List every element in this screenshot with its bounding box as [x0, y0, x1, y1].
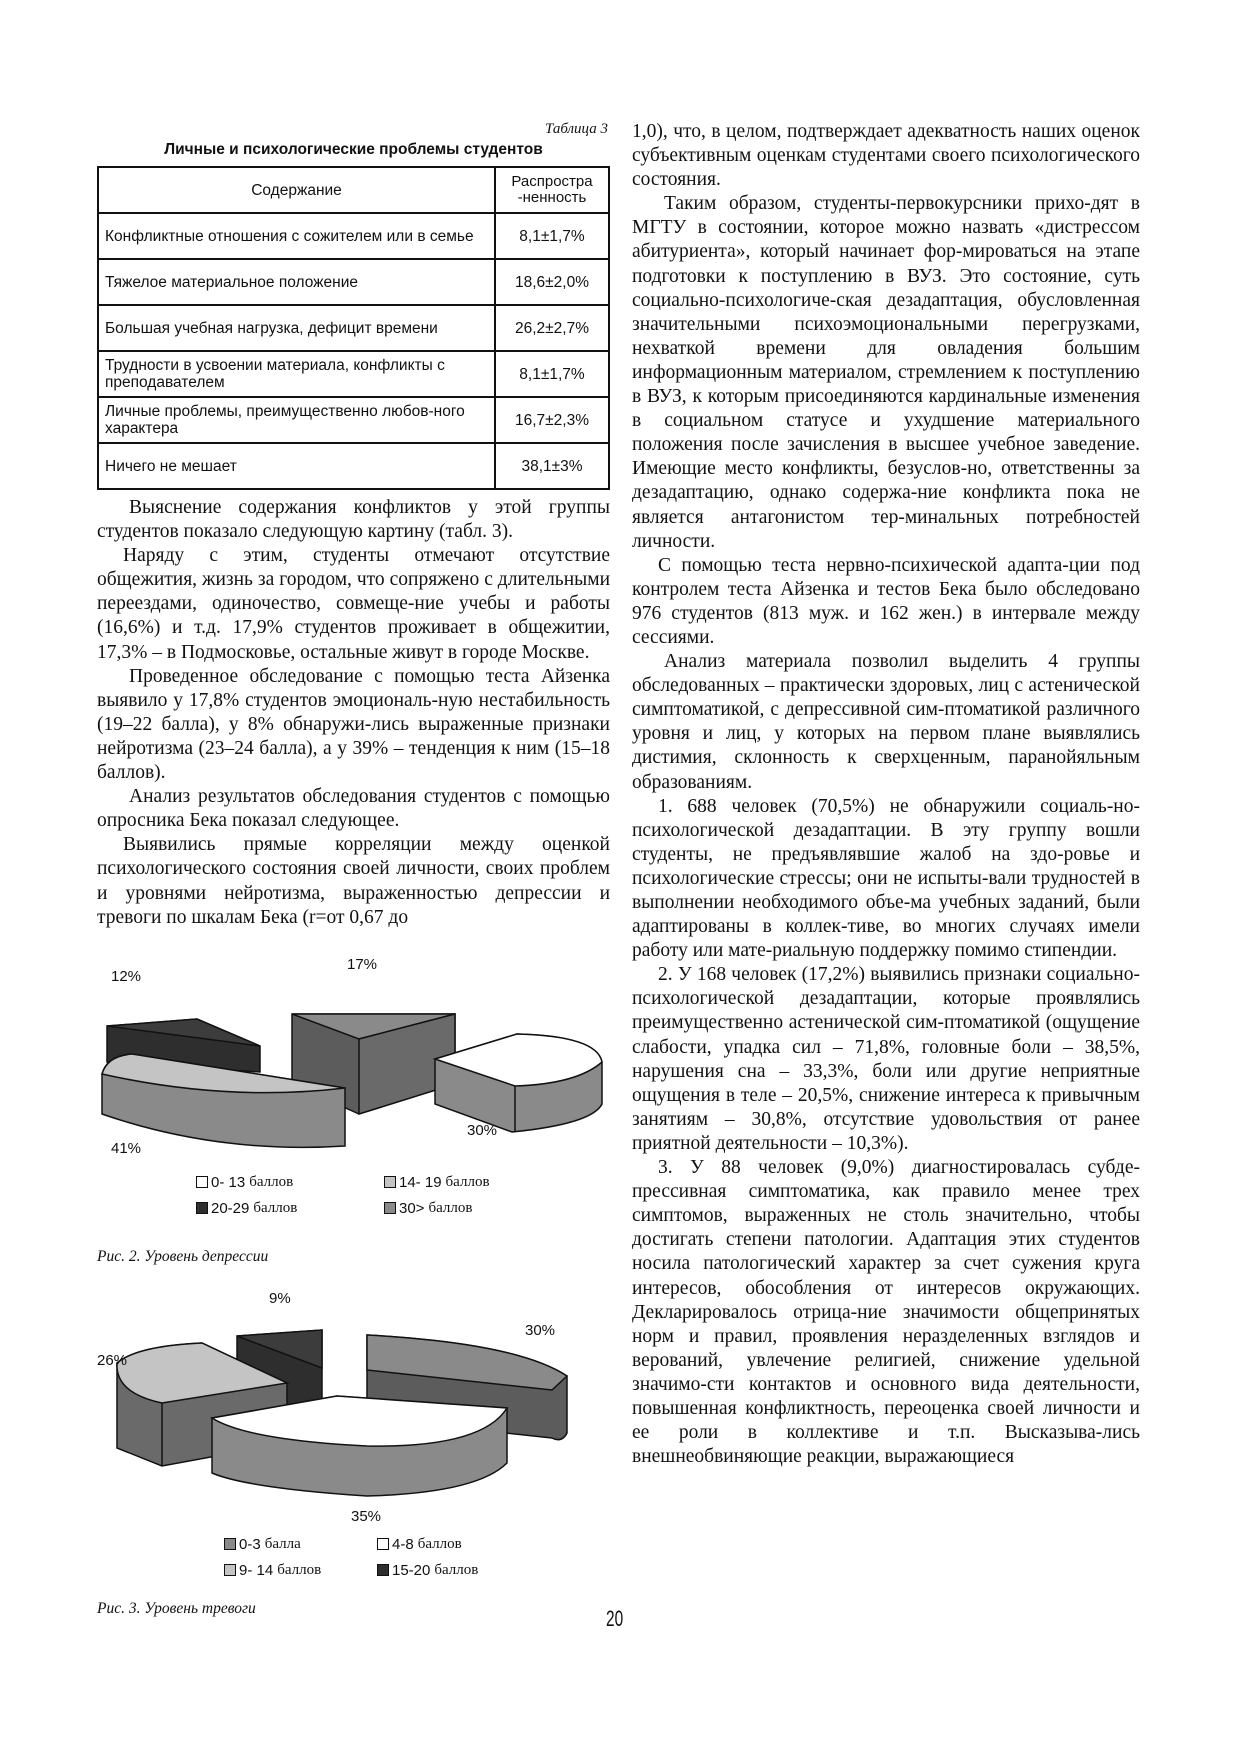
paragraph: Анализ материала позволил выделить 4 группы обследованных – практически здоровых, лиц с астенической симптоматикой, с депрессивной сим-птоматикой различного уровня и лиц, у которых на первом плане выявлялись дистимия, склонность к сверхценным, паранойяльным образованиям.	[632, 651, 1140, 793]
pie-label-9-14: 26%	[97, 1351, 128, 1369]
page-number: 20	[606, 1606, 624, 1631]
paragraph: 1. 688 человек (70,5%) не обнаружили социаль-но-психологической дезадаптации. В эту группу вошли студенты, не предъявлявшие жалоб на здо-ровье и психологические стрессы; они не испыты-вали трудностей в выполнении необходимого объе-ма учебных заданий, были адаптированы в коллек-тиве, во многих случаях имели работу или мате-риальную поддержку помимо стипендии.	[632, 795, 1140, 962]
depression-pie-chart	[97, 955, 610, 1224]
legend-item	[377, 1562, 478, 1579]
chart-legend	[97, 1174, 610, 1224]
anxiety-pie-chart	[97, 1289, 610, 1588]
table-row	[98, 305, 609, 351]
legend-range: 0- 13	[211, 1173, 246, 1191]
cell-content: Большая учебная нагрузка, дефицит времени	[98, 305, 495, 351]
left-column	[97, 120, 610, 1618]
pie-slice-4-8	[212, 1396, 507, 1496]
table-header-row	[98, 167, 609, 213]
paragraph: 1,0), что, в целом, подтверждает адекватность наших оценок субъективным оценкам студентами своего психологического состояния.	[632, 121, 1140, 191]
legend-item	[384, 1200, 472, 1217]
figure-2-caption: Рис. 2. Уровень депрессии	[97, 1247, 269, 1265]
pie-label-30-plus: 17%	[347, 955, 378, 973]
legend-item	[377, 1536, 462, 1553]
legend-unit: баллов	[249, 1173, 294, 1190]
legend-swatch	[384, 1202, 396, 1214]
pie-label-14-19: 41%	[111, 1139, 142, 1157]
header-content: Содержание	[98, 167, 495, 213]
legend-swatch	[384, 1176, 396, 1188]
legend-range: 9- 14	[239, 1561, 274, 1579]
pie-label-4-8: 35%	[351, 1507, 382, 1525]
cell-content: Ничего не мешает	[98, 443, 495, 489]
cell-prevalence: 26,2±2,7%	[495, 305, 609, 351]
pie-label-20-29: 12%	[111, 967, 142, 985]
cell-prevalence: 8,1±1,7%	[495, 213, 609, 259]
cell-prevalence: 8,1±1,7%	[495, 351, 609, 397]
legend-swatch	[377, 1538, 389, 1550]
table-row	[98, 397, 609, 443]
cell-content: Конфликтные отношения с сожителем или в семье	[98, 213, 495, 259]
legend-unit: баллов	[277, 1561, 322, 1578]
legend-range: 20-29	[211, 1199, 250, 1217]
paragraph: 3. У 88 человек (9,0%) диагностировалась субде-прессивная симптоматика, как правило менее трех симптомов, выраженных не столь значительно, чтобы достигать степени патологии. Адаптация этих студентов носила патологический характер за счет сужения круга интересов, обособления от интересов окружающих. Декларировалось отрица-ние значимости общепринятых норм и правил, проявления неразделенных взглядов и верований, увлечение религией, снижение удельной значимо-сти контактов и основного вида деятельности, повышенная конфликтность, переоценка своей личности и ее роли в коллективе и т.п. Высказыва-лись внешнеобвиняющие реакции, выражающиеся	[632, 1157, 1140, 1468]
legend-unit: балла	[264, 1535, 301, 1552]
paragraph: Выявились прямые корреляции между оценкой психологического состояния своей личности, своих проблем и уровнями нейротизма, выраженностью депрессии и тревоги по шкалам Бека (r=от 0,67 до	[97, 834, 610, 928]
paragraph: 2. У 168 человек (17,2%) выявились признаки социально-психологической дезадаптации, которые проявлялись преимущественно астенической сим-птоматикой (ощущение слабости, упадка сил – 71,8%, головные боли – 38,5%, нарушения сна – 33,3%, боли или другие неприятные ощущения в теле – 20,5%, снижение интереса к привычным занятиям – 30,8%, отсутствие удовольствия от ранее приятной деятельности – 10,3%).	[632, 964, 1140, 1154]
legend-item	[384, 1174, 490, 1191]
cell-content: Тяжелое материальное положение	[98, 259, 495, 305]
pie-label-15-20: 9%	[269, 1289, 291, 1307]
cell-content: Личные проблемы, преимущественно любов-ного характера	[98, 397, 495, 443]
right-column	[632, 120, 1140, 1469]
problems-table	[97, 166, 610, 490]
legend-unit: баллов	[445, 1173, 490, 1190]
legend-swatch	[196, 1202, 208, 1214]
paragraph: Выяснение содержания конфликтов у этой группы студентов показало следующую картину (табл. 3).	[97, 497, 610, 543]
paragraph: Наряду с этим, студенты отмечают отсутствие общежития, жизнь за городом, что сопряжено с длительными переездами, одиночество, совмеще-ние учебы и работы (16,6%) и т.д. 17,9% студентов проживает в общежитии, 17,3% – в Подмосковье, остальные живут в городе Москве.	[97, 545, 610, 663]
paragraph: Проведенное обследование с помощью теста Айзенка выявило у 17,8% студентов эмоциональ-ную нестабильность (19–22 балла), у 8% обнаружи-лись выраженные признаки нейротизма (23–24 балла), а у 39% – тенденция к ним (15–18 баллов).	[97, 665, 610, 784]
depression-pie-svg	[97, 974, 610, 1154]
legend-swatch	[224, 1564, 236, 1576]
table-caption: Таблица 3	[545, 121, 608, 137]
paragraph: Таким образом, студенты-первокурсники прихо-дят в МГТУ в состоянии, которое можно назвать «дистрессом абитуриента», который начинает фор-мироваться на этапе подготовки к поступлению в ВУЗ. Это состояние, суть социально-психологиче-ская дезадаптация, обусловленная значительными психоэмоциональными перегрузками, нехваткой времени для овладения большим информационным материалом, стремлением к поступлению в ВУЗ, к которым присоединяются кардинальные изменения в социальном статусе и ухудшение материального положения после зачисления в высшее учебное заведение. Имеющие место конфликты, безуслов-но, ответственны за дезадаптацию, однако содержа-ние конфликта пока не является антагонистом тер-минальных потребностей личности.	[632, 193, 1140, 552]
legend-unit: баллов	[417, 1535, 462, 1552]
legend-item	[224, 1536, 301, 1553]
table-row	[98, 259, 609, 305]
figure-3-caption: Рис. 3. Уровень тревоги	[97, 1599, 256, 1617]
pie-label-0-3: 30%	[525, 1321, 556, 1339]
table-row	[98, 213, 609, 259]
chart-legend	[97, 1536, 610, 1586]
paragraph: Анализ результатов обследования студентов с помощью опросника Бека показал следующее.	[97, 786, 610, 832]
legend-swatch	[224, 1538, 236, 1550]
legend-range: 4-8	[392, 1535, 414, 1553]
legend-range: 0-3	[239, 1535, 261, 1553]
table-row	[98, 443, 609, 489]
pie-slice-0-13	[435, 1034, 602, 1132]
cell-prevalence: 16,7±2,3%	[495, 397, 609, 443]
legend-unit: баллов	[428, 1199, 473, 1216]
cell-prevalence: 38,1±3%	[495, 443, 609, 489]
table-row	[98, 351, 609, 397]
legend-swatch	[377, 1564, 389, 1576]
header-prevalence	[495, 167, 609, 213]
paragraph: С помощью теста нервно-психической адапта-ции под контролем теста Айзенка и тестов Бека было обследовано 976 студентов (813 муж. и 162 жен.) в интервале между сессиями.	[632, 554, 1140, 648]
cell-content: Трудности в усвоении материала, конфликты с преподавателем	[98, 351, 495, 397]
cell-prevalence: 18,6±2,0%	[495, 259, 609, 305]
legend-swatch	[196, 1176, 208, 1188]
legend-item	[224, 1562, 321, 1579]
header-prevalence-text: Распростра-ненность	[511, 173, 593, 206]
legend-range: 14- 19	[399, 1173, 442, 1191]
legend-unit: баллов	[434, 1561, 479, 1578]
legend-range: 30>	[399, 1199, 425, 1217]
legend-unit: баллов	[253, 1199, 298, 1216]
legend-range: 15-20	[392, 1561, 431, 1579]
pie-label-0-13: 30%	[467, 1121, 498, 1139]
table-title: Личные и психологические проблемы студентов	[164, 141, 543, 158]
legend-item	[196, 1200, 297, 1217]
legend-item	[196, 1174, 293, 1191]
